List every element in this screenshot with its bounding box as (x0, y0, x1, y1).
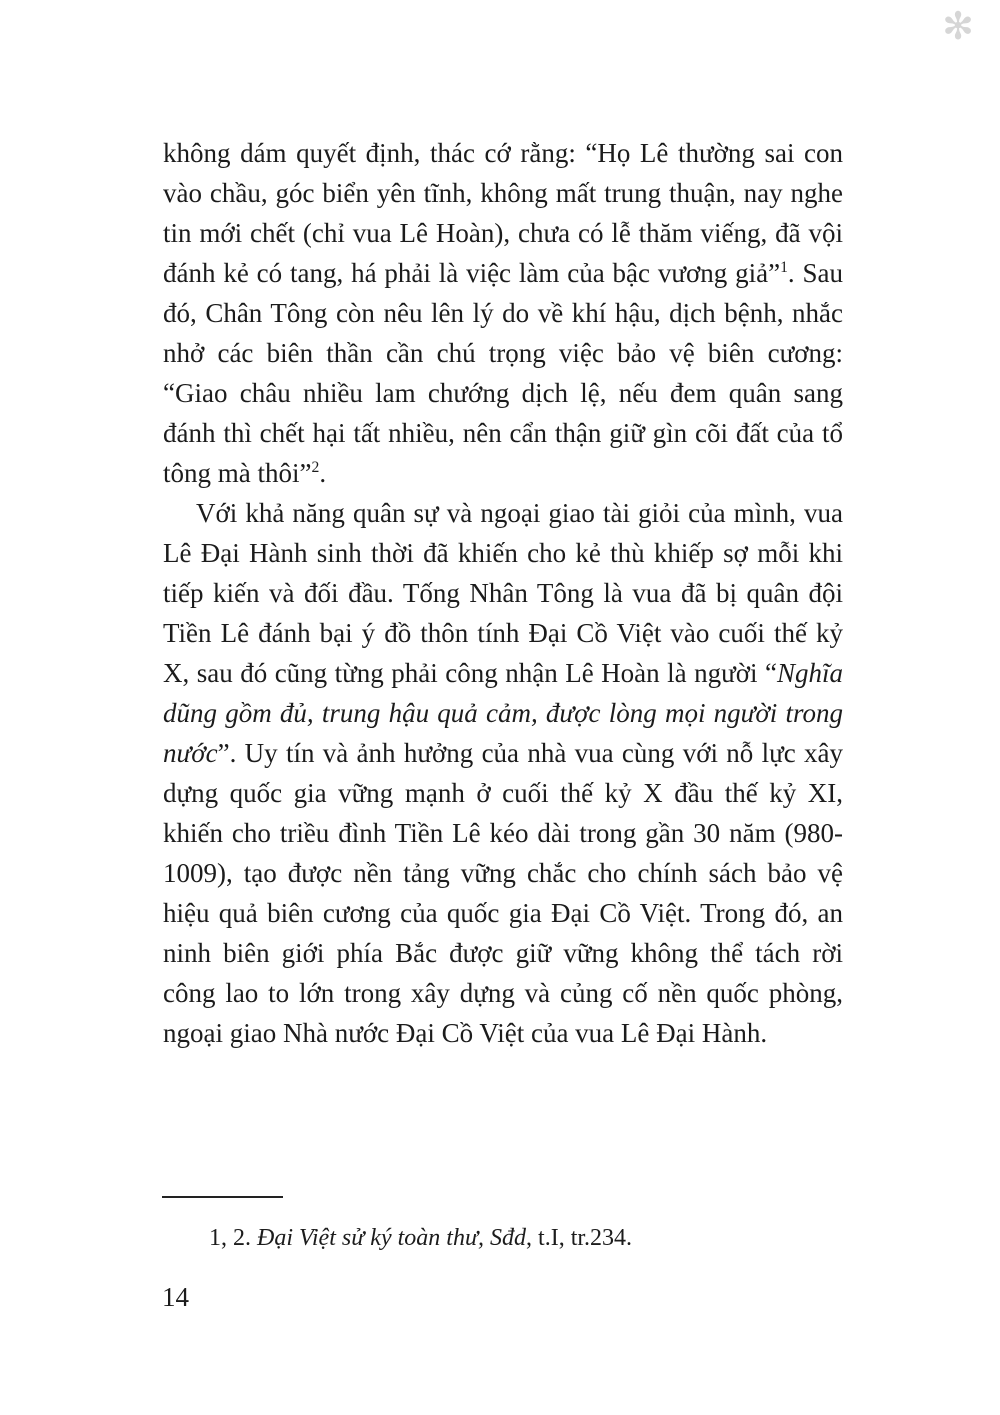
paragraph: Với khả năng quân sự và ngoại giao tài giỏi của mình, vua Lê Đại Hành sinh thời đã khiến cho kẻ thù khiếp sợ mỗi khi tiếp kiến và đối đầu. Tống Nhân Tông là vua đã bị quân đội Tiền Lê đánh bại ý đồ thôn tính Đại Cồ Việt vào cuối thế kỷ X, sau đó cũng từng phải công nhận Lê Hoàn là người “Nghĩa dũng gồm đủ, trung hậu quả cảm, được lòng mọi người trong nước”. Uy tín và ảnh hưởng của nhà vua cùng với nỗ lực xây dựng quốc gia vững mạnh ở cuối thế kỷ X đầu thế kỷ XI, khiến cho triều đình Tiền Lê kéo dài trong gần 30 năm (980-1009), tạo được nền tảng vững chắc cho chính sách bảo vệ hiệu quả biên cương của quốc gia Đại Cồ Việt. Trong đó, an ninh biên giới phía Bắc được giữ vững không thể tách rời công lao to lớn trong xây dựng và củng cố nền quốc phòng, ngoại giao Nhà nước Đại Cồ Việt của vua Lê Đại Hành. (163, 498, 843, 1048)
flower-ornament-icon: ✻ (942, 4, 974, 48)
paragraph: không dám quyết định, thác cớ rằng: “Họ Lê thường sai con vào chầu, góc biển yên tĩnh, không mất trung thuận, nay nghe tin mới chết (chỉ vua Lê Hoàn), chưa có lễ thăm viếng, đã vội đánh kẻ có tang, há phải là việc làm của bậc vương giả”$^1$. Sau đó, Chân Tông còn nêu lên lý do về khí hậu, dịch bệnh, nhắc nhở các biên thần cần chú trọng việc bảo vệ biên cương: “Giao châu nhiều lam chướng dịch lệ, nếu đem quân sang đánh thì chết hại tất nhiều, nên cẩn thận giữ gìn cõi đất của tổ tông mà thôi”$^2$. (163, 138, 844, 488)
footnote: 1, 2. Đại Việt sử ký toàn thư, Sđd, t.I, tr.234. (209, 1225, 633, 1251)
footnote-separator (162, 1196, 283, 1198)
body-text (163, 133, 843, 1053)
page-number: 14 (162, 1282, 189, 1312)
